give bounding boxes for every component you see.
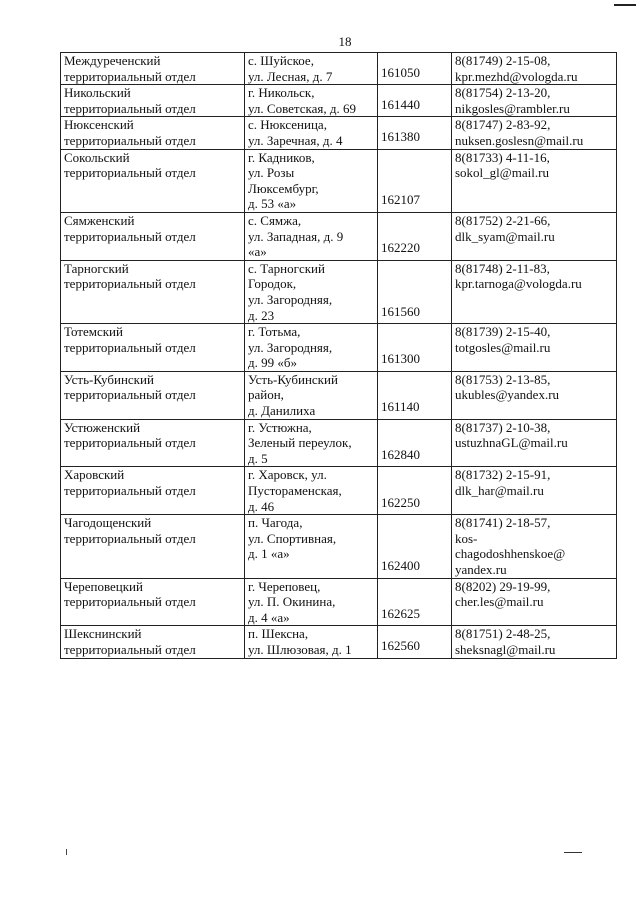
postal-index: 161140: [381, 399, 420, 415]
department-cell: [61, 515, 245, 578]
address-line: с. Нюксеница,: [248, 117, 327, 133]
address-cell: [245, 324, 378, 372]
contacts-line: yandex.ru: [455, 562, 507, 577]
contacts-line: 8(81732) 2-15-91,: [455, 467, 551, 483]
contacts-cell: [452, 212, 617, 260]
contacts-line: 8(81753) 2-13-85,: [455, 371, 551, 387]
postal-index-cell: [378, 212, 452, 260]
contacts-line: ukubles@yandex.ru: [455, 387, 560, 403]
postal-index-cell: [378, 324, 452, 372]
department-cell: [61, 578, 245, 626]
contacts-line: 8(81748) 2-11-83,: [455, 260, 550, 276]
address-line: ул. Заречная, д. 4: [248, 132, 343, 148]
address-cell: [245, 85, 378, 117]
table-row: [61, 578, 617, 626]
contacts-cell: [452, 260, 617, 323]
address-line: с. Шуйское,: [248, 53, 314, 68]
contacts-line: 8(81747) 2-83-92,: [455, 117, 551, 133]
contacts-cell: [452, 626, 617, 658]
department-line: территориальный отдел: [64, 165, 196, 181]
contacts-line: 8(81739) 2-15-40,: [455, 324, 551, 340]
postal-index-cell: [378, 149, 452, 212]
address-line: ул. Лесная, д. 7: [248, 68, 333, 84]
table-body: [61, 53, 617, 659]
address-line: г. Тотьма,: [248, 324, 301, 340]
address-line: Люксембург,: [248, 180, 319, 196]
scan-mark-top: [614, 4, 636, 6]
department-cell: [61, 117, 245, 149]
address-line: ул. Западная, д. 9: [248, 228, 344, 244]
address-line: ул. Загородняя,: [248, 339, 333, 355]
address-cell: [245, 419, 378, 467]
territorial-departments-table: [60, 52, 617, 659]
department-line: Череповецкий: [64, 578, 143, 594]
contacts-cell: [452, 419, 617, 467]
table-row: [61, 515, 617, 578]
address-cell: [245, 578, 378, 626]
address-cell: [245, 212, 378, 260]
address-cell: [245, 371, 378, 419]
department-line: Чагодощенский: [64, 515, 152, 531]
contacts-cell: [452, 53, 617, 85]
address-line: ул. Советская, д. 69: [248, 100, 357, 116]
postal-index: 162560: [381, 637, 420, 653]
postal-index-cell: [378, 117, 452, 149]
postal-index-cell: [378, 626, 452, 658]
address-line: д. 5: [248, 450, 268, 466]
contacts-line: cher.les@mail.ru: [455, 594, 544, 610]
postal-index: 161560: [381, 303, 420, 319]
contacts-line: 8(8202) 29-19-99,: [455, 578, 551, 594]
department-cell: [61, 371, 245, 419]
postal-index-cell: [378, 515, 452, 578]
contacts-line: 8(81749) 2-15-08,: [455, 53, 551, 68]
contacts-line: 8(81751) 2-48-25,: [455, 626, 551, 642]
department-cell: [61, 626, 245, 658]
contacts-line: chagodoshhenskoe@: [455, 546, 566, 562]
postal-index: 162107: [381, 192, 420, 208]
department-cell: [61, 324, 245, 372]
department-line: Усть-Кубинский: [64, 371, 154, 387]
address-line: Пустораменская,: [248, 483, 342, 499]
postal-index: 161300: [381, 351, 420, 367]
department-line: Тарногский: [64, 260, 129, 276]
address-line: с. Сямжа,: [248, 212, 302, 228]
address-line: с. Тарногский: [248, 260, 325, 276]
department-line: территориальный отдел: [64, 530, 196, 546]
contacts-line: nikgosles@rambler.ru: [455, 100, 570, 116]
contacts-cell: [452, 149, 617, 212]
department-line: территориальный отдел: [64, 339, 196, 355]
contacts-cell: [452, 85, 617, 117]
department-line: территориальный отдел: [64, 276, 196, 292]
postal-index: 161050: [381, 64, 420, 80]
department-line: территориальный отдел: [64, 641, 196, 657]
department-line: Харовский: [64, 467, 125, 483]
department-cell: [61, 419, 245, 467]
table-row: [61, 419, 617, 467]
address-line: п. Шексна,: [248, 626, 309, 642]
department-line: Устюженский: [64, 419, 141, 435]
department-cell: [61, 53, 245, 85]
contacts-line: dlk_syam@mail.ru: [455, 228, 555, 244]
department-line: Сямженский: [64, 212, 135, 228]
address-line: д. 53 «а»: [248, 196, 297, 212]
contacts-line: kpr.tarnoga@vologda.ru: [455, 276, 582, 292]
department-line: территориальный отдел: [64, 594, 196, 610]
address-line: г. Кадников,: [248, 149, 315, 165]
department-line: территориальный отдел: [64, 387, 196, 403]
address-cell: [245, 515, 378, 578]
address-line: п. Чагода,: [248, 515, 303, 531]
department-line: территориальный отдел: [64, 228, 196, 244]
department-cell: [61, 149, 245, 212]
table-row: [61, 212, 617, 260]
table-row: [61, 260, 617, 323]
address-line: ул. Шлюзовая, д. 1: [248, 641, 352, 657]
address-line: д. 1 «а»: [248, 546, 290, 562]
table-row: [61, 467, 617, 515]
address-line: д. 99 «б»: [248, 355, 297, 371]
address-cell: [245, 53, 378, 85]
address-line: ул. Розы: [248, 165, 295, 181]
contacts-line: 8(81752) 2-21-66,: [455, 212, 551, 228]
address-line: г. Устюжна,: [248, 419, 312, 435]
department-line: территориальный отдел: [64, 68, 196, 84]
contacts-line: dlk_har@mail.ru: [455, 483, 544, 499]
contacts-cell: [452, 117, 617, 149]
address-cell: [245, 260, 378, 323]
contacts-line: 8(81741) 2-18-57,: [455, 515, 551, 531]
address-line: г. Харовск, ул.: [248, 467, 327, 483]
page-number: 18: [338, 34, 352, 49]
postal-index: 162400: [381, 558, 420, 573]
contacts-cell: [452, 371, 617, 419]
department-line: Никольский: [64, 85, 131, 101]
postal-index: 162250: [381, 494, 420, 510]
scan-mark-bottom-left: [66, 849, 67, 855]
table-row: [61, 149, 617, 212]
address-line: г. Никольск,: [248, 85, 315, 101]
contacts-line: ustuzhnaGL@mail.ru: [455, 435, 568, 451]
contacts-cell: [452, 467, 617, 515]
department-line: территориальный отдел: [64, 435, 196, 451]
address-line: д. 23: [248, 307, 275, 323]
contacts-line: 8(81754) 2-13-20,: [455, 85, 551, 101]
address-cell: [245, 149, 378, 212]
address-line: Городок,: [248, 276, 297, 292]
address-line: д. 46: [248, 498, 275, 514]
postal-index-cell: [378, 419, 452, 467]
department-line: Тотемский: [64, 324, 123, 340]
contacts-line: 8(81733) 4-11-16,: [455, 149, 550, 165]
address-cell: [245, 467, 378, 515]
table-row: [61, 117, 617, 149]
department-cell: [61, 212, 245, 260]
address-line: д. 4 «а»: [248, 609, 290, 625]
contacts-cell: [452, 578, 617, 626]
address-cell: [245, 117, 378, 149]
table-row: [61, 626, 617, 658]
contacts-line: sokol_gl@mail.ru: [455, 165, 549, 181]
table-row: [61, 85, 617, 117]
postal-index: 162220: [381, 240, 420, 256]
postal-index: 161380: [381, 128, 420, 144]
address-line: район,: [248, 387, 284, 403]
postal-index-cell: [378, 85, 452, 117]
department-line: Нюксенский: [64, 117, 134, 133]
address-line: ул. Загородняя,: [248, 291, 333, 307]
contacts-line: kos-: [455, 530, 478, 546]
table-row: [61, 324, 617, 372]
table-row: [61, 371, 617, 419]
postal-index: 162840: [381, 446, 420, 462]
address-line: ул. П. Окинина,: [248, 594, 336, 610]
postal-index: 161440: [381, 96, 420, 112]
contacts-cell: [452, 515, 617, 578]
address-line: д. Данилиха: [248, 403, 316, 419]
department-cell: [61, 467, 245, 515]
postal-index: 162625: [381, 605, 420, 621]
table-row: [61, 53, 617, 85]
postal-index-cell: [378, 260, 452, 323]
address-line: Усть-Кубинский: [248, 371, 338, 387]
address-line: Зеленый переулок,: [248, 435, 352, 451]
address-line: г. Череповец,: [248, 578, 321, 594]
department-line: Шекснинский: [64, 626, 142, 642]
contacts-line: kpr.mezhd@vologda.ru: [455, 68, 578, 84]
address-cell: [245, 626, 378, 658]
department-cell: [61, 260, 245, 323]
contacts-line: nuksen.goslesn@mail.ru: [455, 132, 584, 148]
department-line: Междуреченский: [64, 53, 161, 68]
postal-index-cell: [378, 578, 452, 626]
address-line: «а»: [248, 244, 267, 260]
department-line: территориальный отдел: [64, 483, 196, 499]
postal-index-cell: [378, 371, 452, 419]
department-line: территориальный отдел: [64, 132, 196, 148]
department-cell: [61, 85, 245, 117]
contacts-line: totgosles@mail.ru: [455, 339, 551, 355]
contacts-line: 8(81737) 2-10-38,: [455, 419, 551, 435]
scan-mark-bottom-right: [564, 852, 582, 853]
address-line: ул. Спортивная,: [248, 530, 337, 546]
department-line: территориальный отдел: [64, 100, 196, 116]
postal-index-cell: [378, 53, 452, 85]
postal-index-cell: [378, 467, 452, 515]
contacts-cell: [452, 324, 617, 372]
department-line: Сокольский: [64, 149, 130, 165]
contacts-line: sheksnagl@mail.ru: [455, 641, 556, 657]
